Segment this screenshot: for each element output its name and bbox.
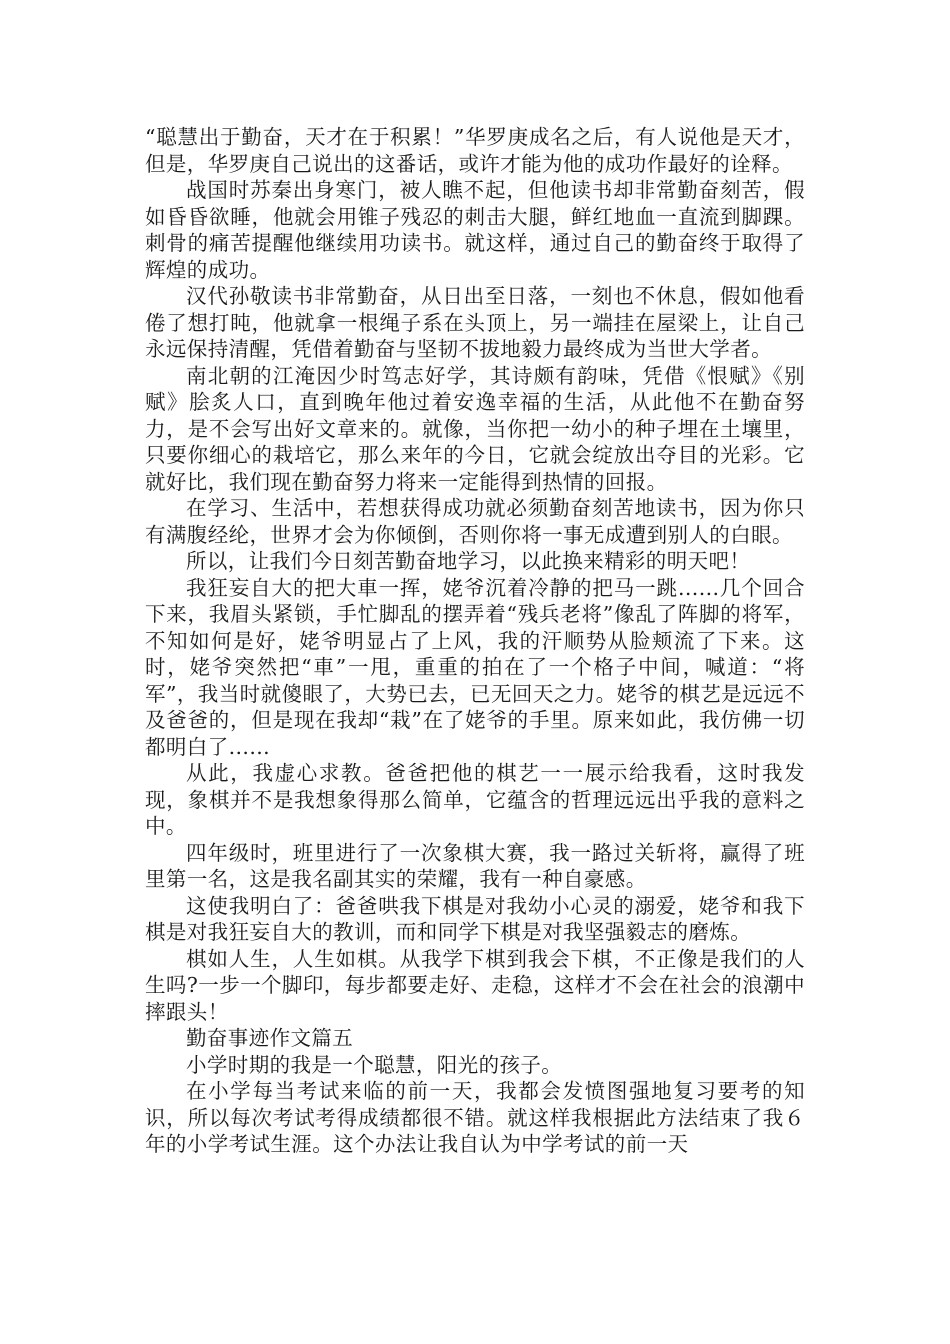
paragraph: 汉代孙敬读书非常勤奋，从日出至日落，一刻也不休息，假如他看倦了想打盹，他就拿一根绳子系在头顶上，另一端挂在屋梁上，让自己永远保持清醒，凭借着勤奋与坚韧不拔地毅力最终成为当世大学者。 — [145, 284, 805, 361]
paragraph: 所以，让我们今日刻苦勤奋地学习，以此换来精彩的明天吧！ — [186, 549, 751, 573]
paragraph: 棋如人生，人生如棋。从我学下棋到我会下棋，不正像是我们的人生吗?一步一个脚印，每步都要走好、走稳，这样才不会在社会的浪潮中摔跟头！ — [145, 946, 805, 1024]
paragraph: 在小学每当考试来临的前一天，我都会发愤图强地复习要考的知识，所以每次考试考得成绩都很不错。就这样我根据此方法结束了我６年的小学考试生涯。这个办法让我自认为中学考试的前一天 — [145, 1079, 805, 1156]
section-heading: 勤奋事迹作文篇五 — [186, 1026, 354, 1050]
paragraph: 四年级时，班里进行了一次象棋大赛，我一路过关斩将，赢得了班里第一名，这是我名副其实的荣耀，我有一种自豪感。 — [145, 840, 805, 891]
paragraph: 这使我明白了：爸爸哄我下棋是对我幼小心灵的溺爱，姥爷和我下棋是对我狂妄自大的教训，而和同学下棋是对我坚强毅志的磨炼。 — [145, 893, 805, 944]
paragraph: “聪慧出于勤奋，天才在于积累！”华罗庚成名之后，有人说他是天才，但是，华罗庚自己说出的这番话，或许才能为他的成功作最好的诠释。 — [145, 125, 805, 176]
paragraph: 小学时期的我是一个聪慧，阳光的孩子。 — [186, 1052, 563, 1077]
document-body — [145, 124, 805, 1158]
paragraph: 在学习、生活中，若想获得成功就必须勤奋刻苦地读书，因为你只有满腹经纶，世界才会为你倾倒，否则你将一事无成遭到别人的白眼。 — [145, 496, 805, 547]
paragraph: 南北朝的江淹因少时笃志好学，其诗颇有韵味，凭借《恨赋》《别赋》脍炙人口，直到晚年他过着安逸幸福的生活，从此他不在勤奋努力，是不会写出好文章来的。就像，当你把一幼小的种子埋在土壤里，只要你细心的栽培它，那么来年的今日，它就会绽放出夺目的光彩。它就好比，我们现在勤奋努力将来一定能得到热情的回报。 — [145, 363, 805, 494]
paragraph: 我狂妄自大的把大車一挥，姥爷沉着冷静的把马一跳......几个回合下来，我眉头紧锁，手忙脚乱的摆弄着“残兵老将”像乱了阵脚的将军，不知如何是好，姥爷明显占了上风，我的汗顺势从脸颊流了下来。这时，姥爷突然把“車”一甩，重重的拍在了一个格子中间，喊道：“将军”，我当时就傻眼了，大势已去，已无回天之力。姥爷的棋艺是远远不及爸爸的，但是现在我却“栽”在了姥爷的手里。原来如此，我仿佛一切都明白了...... — [145, 575, 805, 759]
paragraph: 战国时苏秦出身寒门，被人瞧不起，但他读书却非常勤奋刻苦，假如昏昏欲睡，他就会用锥子残忍的刺击大腿，鲜红地血一直流到脚踝。刺骨的痛苦提醒他继续用功读书。就这样，通过自己的勤奋终于取得了辉煌的成功。 — [145, 178, 805, 282]
paragraph: 从此，我虚心求教。爸爸把他的棋艺一一展示给我看，这时我发现，象棋并不是我想象得那么简单，它蕴含的哲理远远出乎我的意料之中。 — [145, 761, 805, 838]
